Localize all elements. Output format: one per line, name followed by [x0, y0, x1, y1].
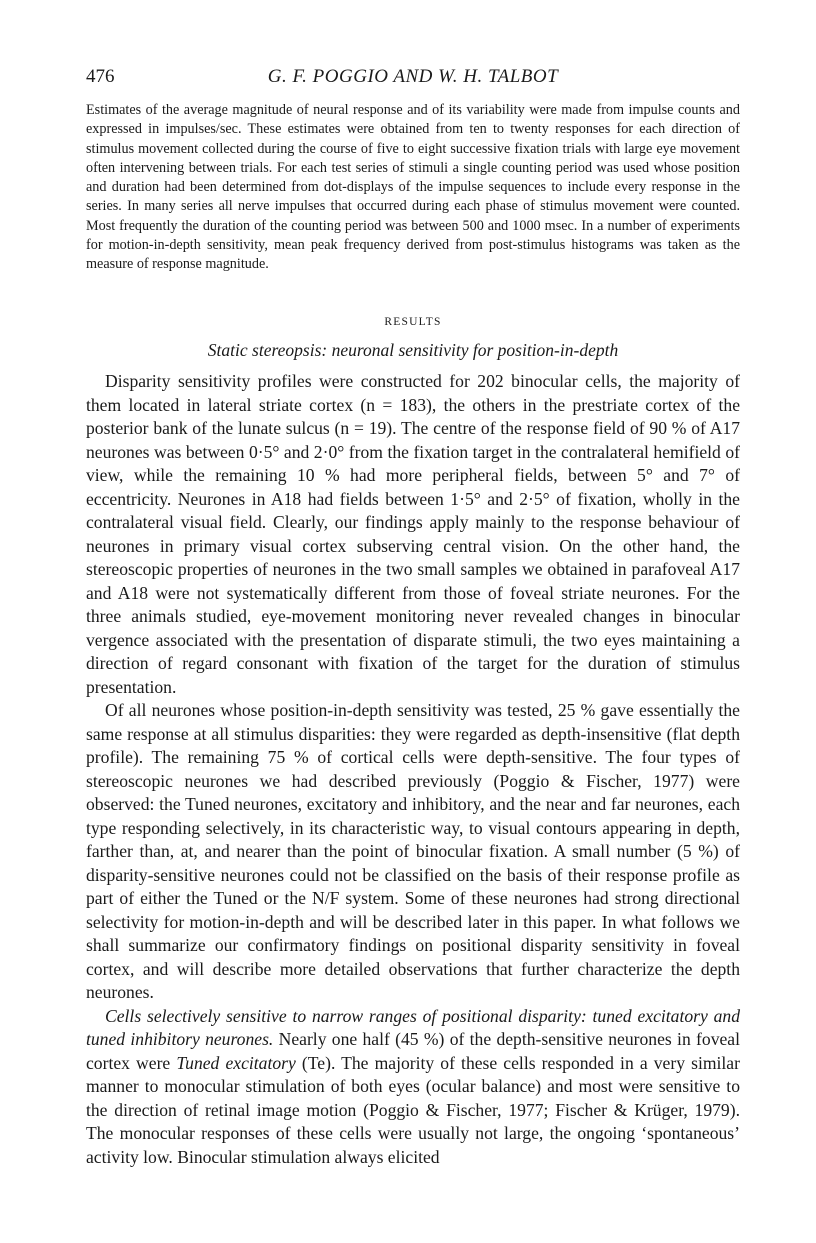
paragraph-3: [86, 1005, 740, 1170]
methods-paragraph: Estimates of the average magnitude of neural response and of its variability were made from impulse counts and expressed in impulses/sec. These estimates were obtained from ten to twenty responses for each direction of stimulus movement collected during the course of five to eight successive fixation trials with large eye movement often intervening between trials. For each test series of stimuli a single counting period was used whose position and duration had been determined from dot-displays of the impulse sequences to include every response in the series. In many series all nerve impulses that occurred during each phase of stimulus movement were counted. Most frequently the duration of the counting period was between 500 and 1000 msec. In a number of experiments for motion-in-depth sensitivity, mean peak frequency derived from post-stimulus histograms was taken as the measure of response magnitude.: [86, 102, 740, 273]
page-header: [86, 66, 740, 94]
paragraph-2: Of all neurones whose position-in-depth sensitivity was tested, 25 % gave essentially the same response at all stimulus disparities: they were regarded as depth-insensitive (flat depth profile). The remaining 75 % of cortical cells were depth-sensitive. The four types of stereoscopic neurones we had described previously (Poggio & Fischer, 1977) were observed: the Tuned neurones, excitatory and inhibitory, and the near and far neurones, each type responding selectively, in its characteristic way, to visual contours appearing in depth, farther than, at, and nearer than the point of binocular fixation. A small number (5 %) of disparity-sensitive neurones could not be classified on the basis of their response profile as part of either the Tuned or the N/F system. Some of these neurones had strong directional selectivity for motion-in-depth and will be described later in this paper. In what follows we shall summarize our confirmatory findings on positional disparity sensitivity in foveal cortex, and will describe more detailed observations that further characterize the depth neurones.: [86, 700, 740, 1002]
results-heading: RESULTS: [384, 316, 442, 328]
paragraph-1: Disparity sensitivity profiles were constructed for 202 binocular cells, the majority of them located in lateral striate cortex (n = 183), the others in the prestriate cortex of the posterior bank of the lunate sulcus (n = 19). The centre of the response field of 90 % of A17 neurones was between 0·5° and 2·0° from the fixation target in the contralateral hemifield of view, while the remaining 10 % had more peripheral fields, between 5° and 7° of eccentricity. Neurones in A18 had fields between 1·5° and 2·5° of fixation, wholly in the contralateral visual field. Clearly, our findings apply mainly to the response behaviour of neurones in primary visual cortex subserving central vision. On the other hand, the stereoscopic properties of neurones in the two small samples we obtained in parafoveal A17 and A18 were not systematically different from those of foveal striate neurones. For the three animals studied, eye-movement monitoring never revealed changes in binocular vergence associated with the presentation of disparate stimuli, the two eyes maintaining a direction of regard consonant with fixation of the target for the duration of stimulus presentation.: [86, 371, 740, 697]
running-head: G. F. POGGIO AND W. H. TALBOT: [267, 66, 559, 87]
paragraph-3-text-b: (Te). The majority of these cells responded in a very similar manner to monocular stimulation of both eyes (ocular balance) and most were sensitive to the direction of retinal image motion (Poggio & Fischer, 1977; Fischer & Krüger, 1979). The monocular responses of these cells were usually not large, the ongoing ‘spontaneous’ activity low. Binocular stimulation always elicited: [86, 1052, 740, 1167]
body-text: [86, 370, 740, 1169]
page-number: 476: [86, 66, 115, 87]
section-subheading: Static stereopsis: neuronal sensitivity for position-in-depth: [207, 340, 619, 360]
paragraph-3-text-a: Nearly one half (45 %) of the depth-sensitive neurones in foveal cortex were: [86, 1029, 740, 1073]
paragraph-3-lead: Cells selectively sensitive to narrow ranges of positional disparity: tuned excitatory and tuned inhibitory neurones.: [86, 1005, 740, 1049]
paragraph-3-term: Tuned excitatory: [176, 1052, 296, 1073]
